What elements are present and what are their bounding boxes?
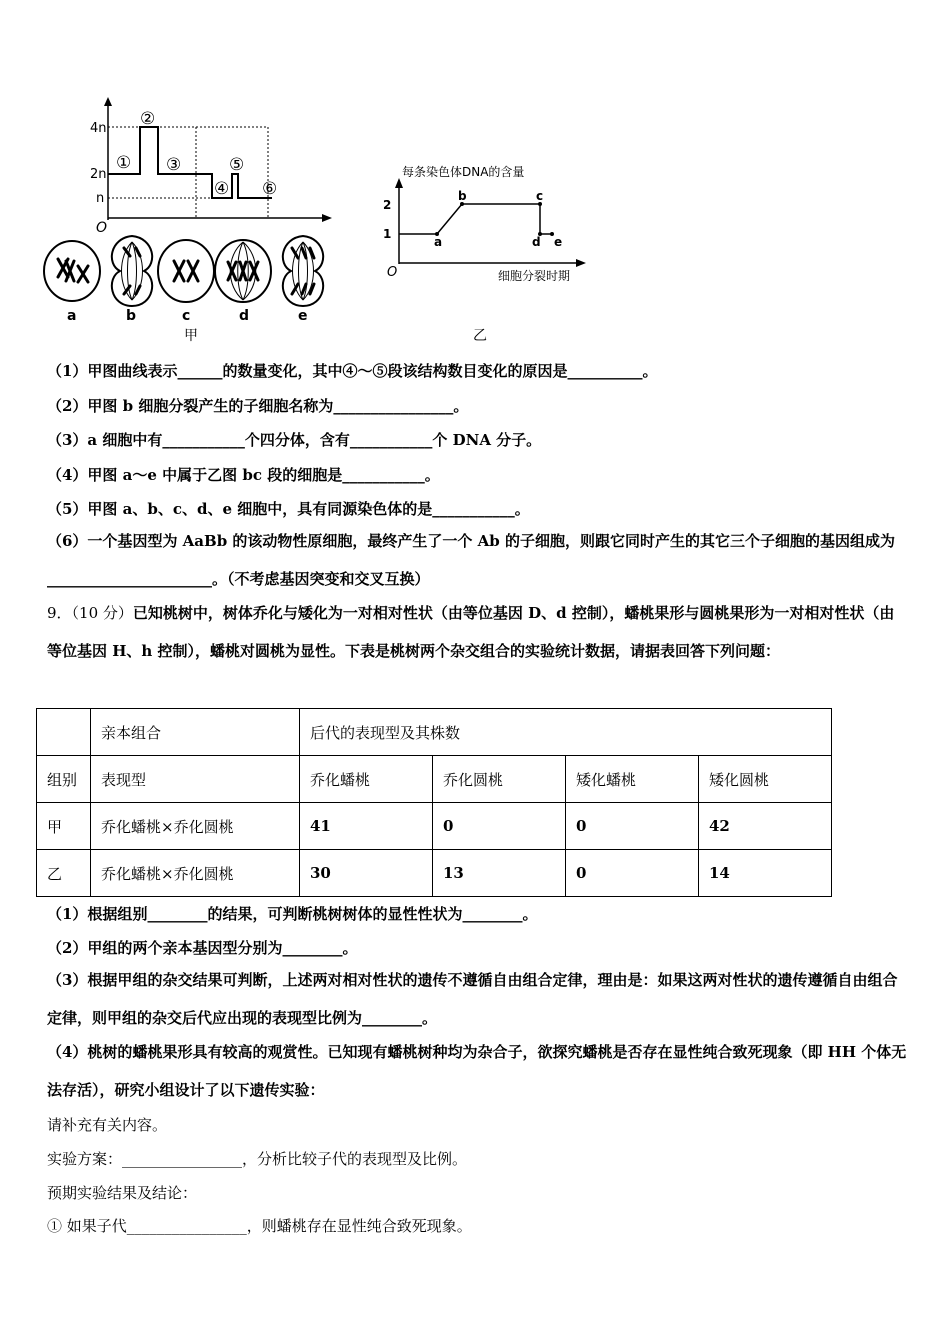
segment-4: ④ <box>214 179 230 199</box>
table-header-phenotype: 表现型 <box>91 756 300 803</box>
cell-label-a: a <box>67 308 77 324</box>
table-cell-parents: 乔化蟠桃×乔化圆桃 <box>91 850 300 897</box>
table-header-tall-round: 乔化圆桃 <box>433 756 566 803</box>
cell-e-illustration <box>283 236 323 306</box>
table-header-tall-flat: 乔化蟠桃 <box>300 756 433 803</box>
y-axis-arrow <box>104 97 112 106</box>
dna-curve <box>399 204 552 234</box>
segment-3: ③ <box>166 155 182 175</box>
table-cell-count: 14 <box>699 850 832 897</box>
table-header-row-1 <box>37 709 832 756</box>
q9-item-2: （2）甲组的两个亲本基因型分别为________。 <box>47 939 358 957</box>
table-cell-count: 13 <box>433 850 566 897</box>
cell-label-c: c <box>182 308 191 324</box>
cell-label-d: d <box>239 308 250 324</box>
y-tick-2: 2 <box>383 198 392 212</box>
q8-item-4: （4）甲图 a～e 中属于乙图 bc 段的细胞是___________。 <box>47 466 440 484</box>
origin-label: O <box>96 220 108 236</box>
table-cell-group: 乙 <box>37 850 91 897</box>
chromosome-curve <box>108 127 272 198</box>
table-row <box>37 803 832 850</box>
point-e: e <box>554 235 563 249</box>
figure-yi <box>380 140 600 345</box>
point-d: d <box>532 235 541 249</box>
table-cell-count: 41 <box>300 803 433 850</box>
q9-item-4: （4）桃树的蟠桃果形具有较高的观赏性。已知现有蟠桃树种均为杂合子，欲探究蟠桃是否存在显性纯合致死现象（即 HH 个体无法存活），研究小组设计了以下遗传实验： <box>47 1043 907 1099</box>
table-cell-count: 0 <box>566 850 699 897</box>
segment-5: ⑤ <box>229 155 245 175</box>
cell-label-e: e <box>298 308 308 324</box>
q9-stem-text: 已知桃树中，树体乔化与矮化为一对相对性状（由等位基因 D、d 控制），蟠桃果形与圆桃果形为一对相对性状（由等位基因 H、h 控制），蟠桃对圆桃为显性。下表是桃树两个杂交组合的实验统计数据，请据表回答下列问题： <box>47 604 895 660</box>
q9-number: 9． <box>47 604 72 622</box>
cross-data-table <box>36 708 832 897</box>
table-cell-count: 0 <box>566 803 699 850</box>
segment-2: ② <box>140 109 156 129</box>
cell-d-illustration <box>215 240 271 302</box>
table-header-dwarf-flat: 矮化蟠桃 <box>566 756 699 803</box>
cell-label-b: b <box>126 308 137 324</box>
table-cell-count: 42 <box>699 803 832 850</box>
x-axis-arrow <box>576 259 586 267</box>
point-b: b <box>458 189 467 203</box>
table-cell-blank <box>37 709 91 756</box>
table-header-group: 组别 <box>37 756 91 803</box>
q9-score: （10 分） <box>71 604 133 622</box>
q9-item-1: （1）根据组别________的结果，可判断桃树树体的显性性状为________。 <box>47 905 538 923</box>
q9-item-8: ① 如果子代________________，则蟠桃存在显性纯合致死现象。 <box>47 1217 472 1235</box>
q8-item-2: （2）甲图 b 细胞分裂产生的子细胞名称为________________。 <box>47 397 469 415</box>
q9-stem <box>47 594 909 670</box>
point-a: a <box>434 235 443 249</box>
x-axis-label: 细胞分裂时期 <box>498 269 571 283</box>
segment-6: ⑥ <box>262 179 278 199</box>
table-cell-count: 0 <box>433 803 566 850</box>
origin-label: O <box>387 265 398 280</box>
figure-caption-jia: 甲 <box>184 328 198 344</box>
y-label-4n: 4n <box>90 121 107 136</box>
table-row <box>37 850 832 897</box>
figure-caption-yi: 乙 <box>473 328 487 344</box>
q8-item-5: （5）甲图 a、b、c、d、e 细胞中，具有同源染色体的是___________。 <box>47 500 530 518</box>
table-header-offspring: 后代的表现型及其株数 <box>300 709 832 756</box>
segment-1: ① <box>116 153 132 173</box>
q9-item-3: （3）根据甲组的杂交结果可判断，上述两对相对性状的遗传不遵循自由组合定律，理由是：如果这两对性状的遗传遵循自由组合定律，则甲组的杂交后代应出现的表现型比例为________。 <box>47 971 898 1027</box>
y-label-2n: 2n <box>90 167 107 182</box>
table-header-parent: 亲本组合 <box>91 709 300 756</box>
y-label-n: n <box>96 191 105 206</box>
cell-b-illustration <box>112 236 152 306</box>
table-cell-group: 甲 <box>37 803 91 850</box>
y-axis-label: 每条染色体DNA的含量 <box>402 165 525 179</box>
table-cell-parents: 乔化蟠桃×乔化圆桃 <box>91 803 300 850</box>
q9-item-5: 请补充有关内容。 <box>47 1116 168 1134</box>
table-header-row-2 <box>37 756 832 803</box>
q9-item-7: 预期实验结果及结论： <box>47 1184 198 1202</box>
cell-c-illustration <box>158 240 214 302</box>
y-axis-arrow <box>395 178 403 188</box>
point-c: c <box>536 189 544 203</box>
cell-a-illustration <box>44 241 100 301</box>
q8-item-6: （6）一个基因型为 AaBb 的该动物性原细胞，最终产生了一个 Ab 的子细胞，则跟它同时产生的其它三个子细胞的基因组成为______________________。（不考虑基因突变和交叉互换） <box>47 532 895 588</box>
x-axis-arrow <box>322 214 332 222</box>
q8-item-3: （3）a 细胞中有___________个四分体，含有___________个 DNA 分子。 <box>47 431 542 449</box>
q9-item-6: 实验方案：________________，分析比较子代的表现型及比例。 <box>47 1150 468 1168</box>
y-tick-1: 1 <box>383 227 392 241</box>
figure-jia <box>40 96 340 346</box>
table-cell-count: 30 <box>300 850 433 897</box>
q8-item-1: （1）甲图曲线表示______的数量变化，其中④～⑤段该结构数目变化的原因是__________。 <box>47 362 658 380</box>
table-header-dwarf-round: 矮化圆桃 <box>699 756 832 803</box>
